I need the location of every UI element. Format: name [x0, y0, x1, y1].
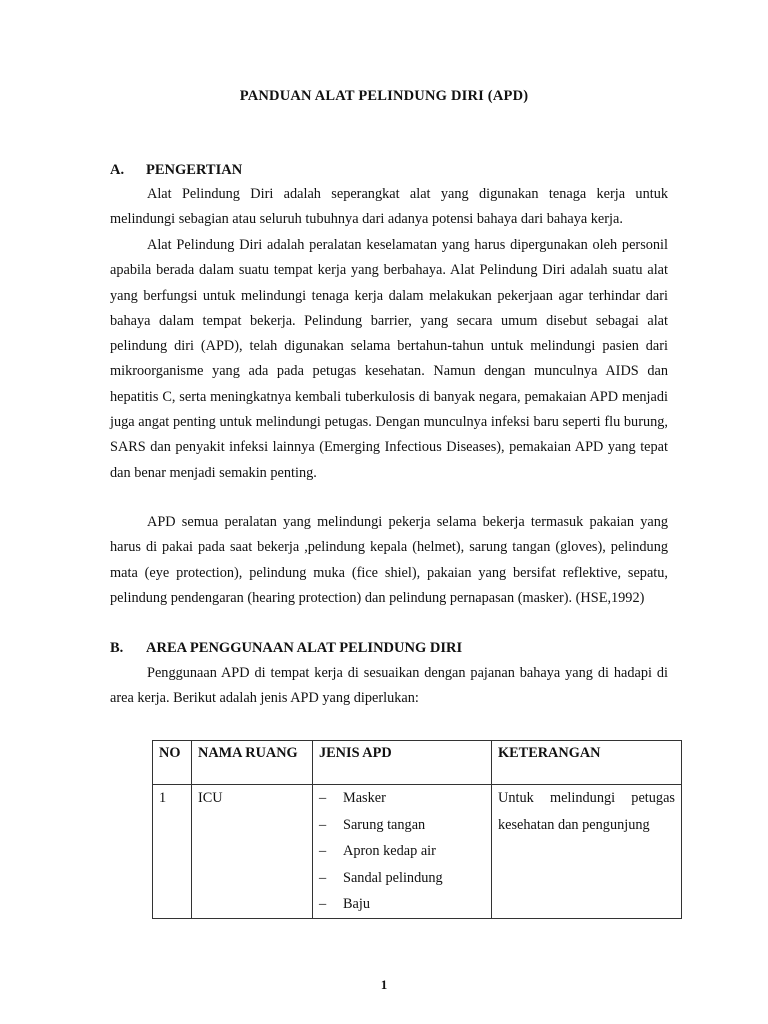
- list-item: [319, 891, 485, 918]
- apd-item-label: Apron kedap air: [343, 843, 436, 859]
- section-a-paragraph-1: Alat Pelindung Diri adalah seperangkat alat yang digunakan tenaga kerja untuk melindungi sebagian atau seluruh tubuhnya dari adanya potensi bahaya dari bahaya kerja.: [110, 186, 668, 228]
- dash-bullet: –: [319, 843, 327, 859]
- list-item: [319, 785, 485, 812]
- header-no: NO: [153, 741, 192, 785]
- header-nama-ruang: NAMA RUANG: [192, 741, 313, 785]
- apd-item-label: Masker: [343, 790, 386, 806]
- page-number: 1: [380, 977, 388, 992]
- apd-item-label: Sandal pelindung: [343, 869, 443, 886]
- section-b-paragraph: Penggunaan APD di tempat kerja di sesuaikan dengan pajanan bahaya yang di hadapi di area kerja. Berikut adalah jenis APD yang diperlukan:: [110, 665, 668, 707]
- section-b-number: B.: [110, 640, 124, 656]
- header-keterangan: KETERANGAN: [492, 741, 682, 785]
- table-header-row: [153, 741, 682, 785]
- section-a-paragraph-3: APD semua peralatan yang melindungi pekerja selama bekerja termasuk pakaian yang harus di pakai pada saat bekerja ,pelindung kepala (helmet), sarung tangan (gloves), pelindung mata (eye protection), pelindung muka (fice shiel), pakaian yang bersifat reflektive, sepatu, pelindung pendengaran (hearing protection) dan pelindung pernapasan (masker). (HSE,1992): [110, 514, 668, 606]
- table-row: [153, 785, 682, 919]
- section-a-title: PENGERTIAN: [146, 162, 243, 178]
- dash-bullet: –: [319, 896, 327, 912]
- list-item: [319, 865, 485, 892]
- section-a-number: A.: [110, 162, 125, 178]
- cell-ruang: ICU: [192, 785, 313, 919]
- list-item: [319, 838, 485, 865]
- header-jenis-apd: JENIS APD: [313, 741, 492, 785]
- apd-list: [319, 785, 485, 918]
- dash-bullet: –: [319, 790, 327, 806]
- section-b-title: AREA PENGGUNAAN ALAT PELINDUNG DIRI: [146, 640, 463, 656]
- dash-bullet: –: [319, 816, 327, 833]
- apd-table: [152, 740, 682, 919]
- section-a-heading: [110, 162, 242, 179]
- document-title: PANDUAN ALAT PELINDUNG DIRI (APD): [239, 88, 529, 104]
- section-a-paragraph-2: Alat Pelindung Diri adalah peralatan keselamatan yang harus dipergunakan oleh personil apabila berada dalam suatu tempat kerja yang berbahaya. Alat Pelindung Diri adalah suatu alat yang berfungsi untuk melindungi tenaga kerja dalam melakukan pekerjaan agar terhindar dari bahaya dalam tempat bekerja. Pelindung barrier, yang secara umum disebut sebagai alat pelindung diri (APD), telah digunakan selama bertahun-tahun untuk melindungi pasien dari mikroorganisme yang ada pada petugas kesehatan. Namun dengan munculnya AIDS dan hepatitis C, serta meningkatnya kembali tuberkulosis di banyak negara, pemakaian APD menjadi juga angat penting untuk melindungi petugas. Dengan munculnya infeksi baru seperti flu burung, SARS dan penyakit infeksi lainnya (Emerging Infectious Diseases), pemakaian APD yang tepat dan benar menjadi semakin penting.: [110, 237, 668, 481]
- apd-item-label: Baju: [343, 896, 371, 912]
- cell-jenis-apd: [313, 785, 492, 919]
- cell-keterangan: Untuk melindungi petugas kesehatan dan pengunjung: [492, 785, 682, 919]
- section-b-heading: [110, 640, 462, 657]
- apd-item-label: Sarung tangan: [343, 816, 426, 833]
- cell-no: 1: [153, 785, 192, 919]
- dash-bullet: –: [319, 869, 327, 886]
- list-item: [319, 812, 485, 839]
